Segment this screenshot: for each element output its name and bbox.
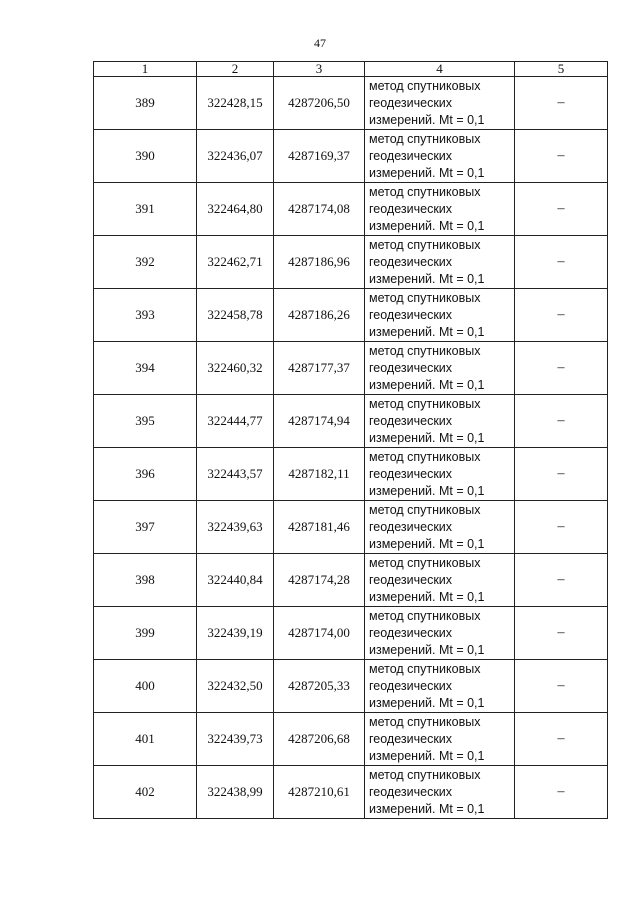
- method-line: метод спутниковых: [369, 343, 481, 358]
- x-coordinate-cell: 322440,84: [197, 554, 274, 607]
- method-line: метод спутниковых: [369, 184, 481, 199]
- note-cell: –: [515, 342, 608, 395]
- note-cell: –: [515, 183, 608, 236]
- header-col-3: 3: [274, 62, 365, 77]
- y-coordinate-cell: 4287174,08: [274, 183, 365, 236]
- method-cell: [365, 501, 515, 554]
- method-line: геодезических: [369, 466, 453, 481]
- point-number-cell: 396: [94, 448, 197, 501]
- method-line: метод спутниковых: [369, 131, 481, 146]
- header-row: [94, 62, 608, 77]
- method-cell: [365, 130, 515, 183]
- method-line: метод спутниковых: [369, 714, 481, 729]
- method-cell: [365, 660, 515, 713]
- table-row: [94, 448, 608, 501]
- method-line: геодезических: [369, 413, 453, 428]
- point-number-cell: 397: [94, 501, 197, 554]
- method-line: геодезических: [369, 360, 453, 375]
- y-coordinate-cell: 4287206,50: [274, 77, 365, 130]
- point-number-cell: 395: [94, 395, 197, 448]
- y-coordinate-cell: 4287186,96: [274, 236, 365, 289]
- method-line: геодезических: [369, 519, 453, 534]
- x-coordinate-cell: 322458,78: [197, 289, 274, 342]
- method-cell: [365, 713, 515, 766]
- method-line: метод спутниковых: [369, 290, 481, 305]
- method-line: метод спутниковых: [369, 78, 481, 93]
- method-line: геодезических: [369, 625, 453, 640]
- method-line: метод спутниковых: [369, 608, 481, 623]
- method-line: метод спутниковых: [369, 661, 481, 676]
- note-cell: –: [515, 448, 608, 501]
- y-coordinate-cell: 4287182,11: [274, 448, 365, 501]
- method-line: измерений. Mt = 0,1: [369, 695, 485, 710]
- method-cell: [365, 766, 515, 819]
- note-cell: –: [515, 501, 608, 554]
- header-col-5: 5: [515, 62, 608, 77]
- x-coordinate-cell: 322444,77: [197, 395, 274, 448]
- header-col-4: 4: [365, 62, 515, 77]
- method-line: метод спутниковых: [369, 555, 481, 570]
- method-line: измерений. Mt = 0,1: [369, 483, 485, 498]
- table-row: [94, 501, 608, 554]
- note-cell: –: [515, 660, 608, 713]
- method-line: метод спутниковых: [369, 396, 481, 411]
- method-line: измерений. Mt = 0,1: [369, 801, 485, 816]
- method-line: измерений. Mt = 0,1: [369, 218, 485, 233]
- note-cell: –: [515, 554, 608, 607]
- method-line: измерений. Mt = 0,1: [369, 165, 485, 180]
- note-cell: –: [515, 289, 608, 342]
- method-line: геодезических: [369, 572, 453, 587]
- y-coordinate-cell: 4287177,37: [274, 342, 365, 395]
- method-line: измерений. Mt = 0,1: [369, 430, 485, 445]
- point-number-cell: 393: [94, 289, 197, 342]
- x-coordinate-cell: 322439,63: [197, 501, 274, 554]
- y-coordinate-cell: 4287174,28: [274, 554, 365, 607]
- method-line: измерений. Mt = 0,1: [369, 536, 485, 551]
- x-coordinate-cell: 322432,50: [197, 660, 274, 713]
- table-body: [94, 77, 608, 819]
- method-line: метод спутниковых: [369, 449, 481, 464]
- y-coordinate-cell: 4287169,37: [274, 130, 365, 183]
- x-coordinate-cell: 322439,19: [197, 607, 274, 660]
- method-line: геодезических: [369, 148, 453, 163]
- point-number-cell: 394: [94, 342, 197, 395]
- y-coordinate-cell: 4287210,61: [274, 766, 365, 819]
- table-row: [94, 289, 608, 342]
- header-col-1: 1: [94, 62, 197, 77]
- point-number-cell: 391: [94, 183, 197, 236]
- y-coordinate-cell: 4287206,68: [274, 713, 365, 766]
- x-coordinate-cell: 322436,07: [197, 130, 274, 183]
- method-line: геодезических: [369, 201, 453, 216]
- table-row: [94, 183, 608, 236]
- point-number-cell: 398: [94, 554, 197, 607]
- method-line: геодезических: [369, 784, 453, 799]
- method-line: метод спутниковых: [369, 237, 481, 252]
- method-line: измерений. Mt = 0,1: [369, 642, 485, 657]
- note-cell: –: [515, 766, 608, 819]
- header-col-2: 2: [197, 62, 274, 77]
- table-row: [94, 607, 608, 660]
- y-coordinate-cell: 4287174,94: [274, 395, 365, 448]
- method-cell: [365, 289, 515, 342]
- method-cell: [365, 448, 515, 501]
- y-coordinate-cell: 4287205,33: [274, 660, 365, 713]
- method-line: геодезических: [369, 95, 453, 110]
- point-number-cell: 401: [94, 713, 197, 766]
- note-cell: –: [515, 607, 608, 660]
- method-line: измерений. Mt = 0,1: [369, 112, 485, 127]
- x-coordinate-cell: 322464,80: [197, 183, 274, 236]
- table-row: [94, 554, 608, 607]
- x-coordinate-cell: 322462,71: [197, 236, 274, 289]
- method-cell: [365, 395, 515, 448]
- method-line: геодезических: [369, 307, 453, 322]
- table-row: [94, 236, 608, 289]
- method-cell: [365, 77, 515, 130]
- table-row: [94, 342, 608, 395]
- method-line: геодезических: [369, 731, 453, 746]
- method-cell: [365, 236, 515, 289]
- method-line: метод спутниковых: [369, 767, 481, 782]
- y-coordinate-cell: 4287186,26: [274, 289, 365, 342]
- y-coordinate-cell: 4287174,00: [274, 607, 365, 660]
- note-cell: –: [515, 395, 608, 448]
- point-number-cell: 390: [94, 130, 197, 183]
- x-coordinate-cell: 322443,57: [197, 448, 274, 501]
- y-coordinate-cell: 4287181,46: [274, 501, 365, 554]
- table-row: [94, 660, 608, 713]
- table-row: [94, 713, 608, 766]
- point-number-cell: 400: [94, 660, 197, 713]
- x-coordinate-cell: 322428,15: [197, 77, 274, 130]
- method-line: измерений. Mt = 0,1: [369, 377, 485, 392]
- note-cell: –: [515, 130, 608, 183]
- table-row: [94, 395, 608, 448]
- method-line: измерений. Mt = 0,1: [369, 748, 485, 763]
- method-cell: [365, 554, 515, 607]
- table-row: [94, 766, 608, 819]
- table-row: [94, 77, 608, 130]
- x-coordinate-cell: 322460,32: [197, 342, 274, 395]
- note-cell: –: [515, 77, 608, 130]
- note-cell: –: [515, 713, 608, 766]
- x-coordinate-cell: 322438,99: [197, 766, 274, 819]
- point-number-cell: 399: [94, 607, 197, 660]
- point-number-cell: 402: [94, 766, 197, 819]
- point-number-cell: 392: [94, 236, 197, 289]
- coordinates-table: [93, 61, 608, 819]
- method-cell: [365, 183, 515, 236]
- note-cell: –: [515, 236, 608, 289]
- x-coordinate-cell: 322439,73: [197, 713, 274, 766]
- method-cell: [365, 607, 515, 660]
- method-line: геодезических: [369, 254, 453, 269]
- table-row: [94, 130, 608, 183]
- method-cell: [365, 342, 515, 395]
- page-number: 47: [314, 36, 326, 50]
- method-line: измерений. Mt = 0,1: [369, 324, 485, 339]
- method-line: измерений. Mt = 0,1: [369, 271, 485, 286]
- table-header: [94, 62, 608, 77]
- method-line: измерений. Mt = 0,1: [369, 589, 485, 604]
- method-line: метод спутниковых: [369, 502, 481, 517]
- point-number-cell: 389: [94, 77, 197, 130]
- method-line: геодезических: [369, 678, 453, 693]
